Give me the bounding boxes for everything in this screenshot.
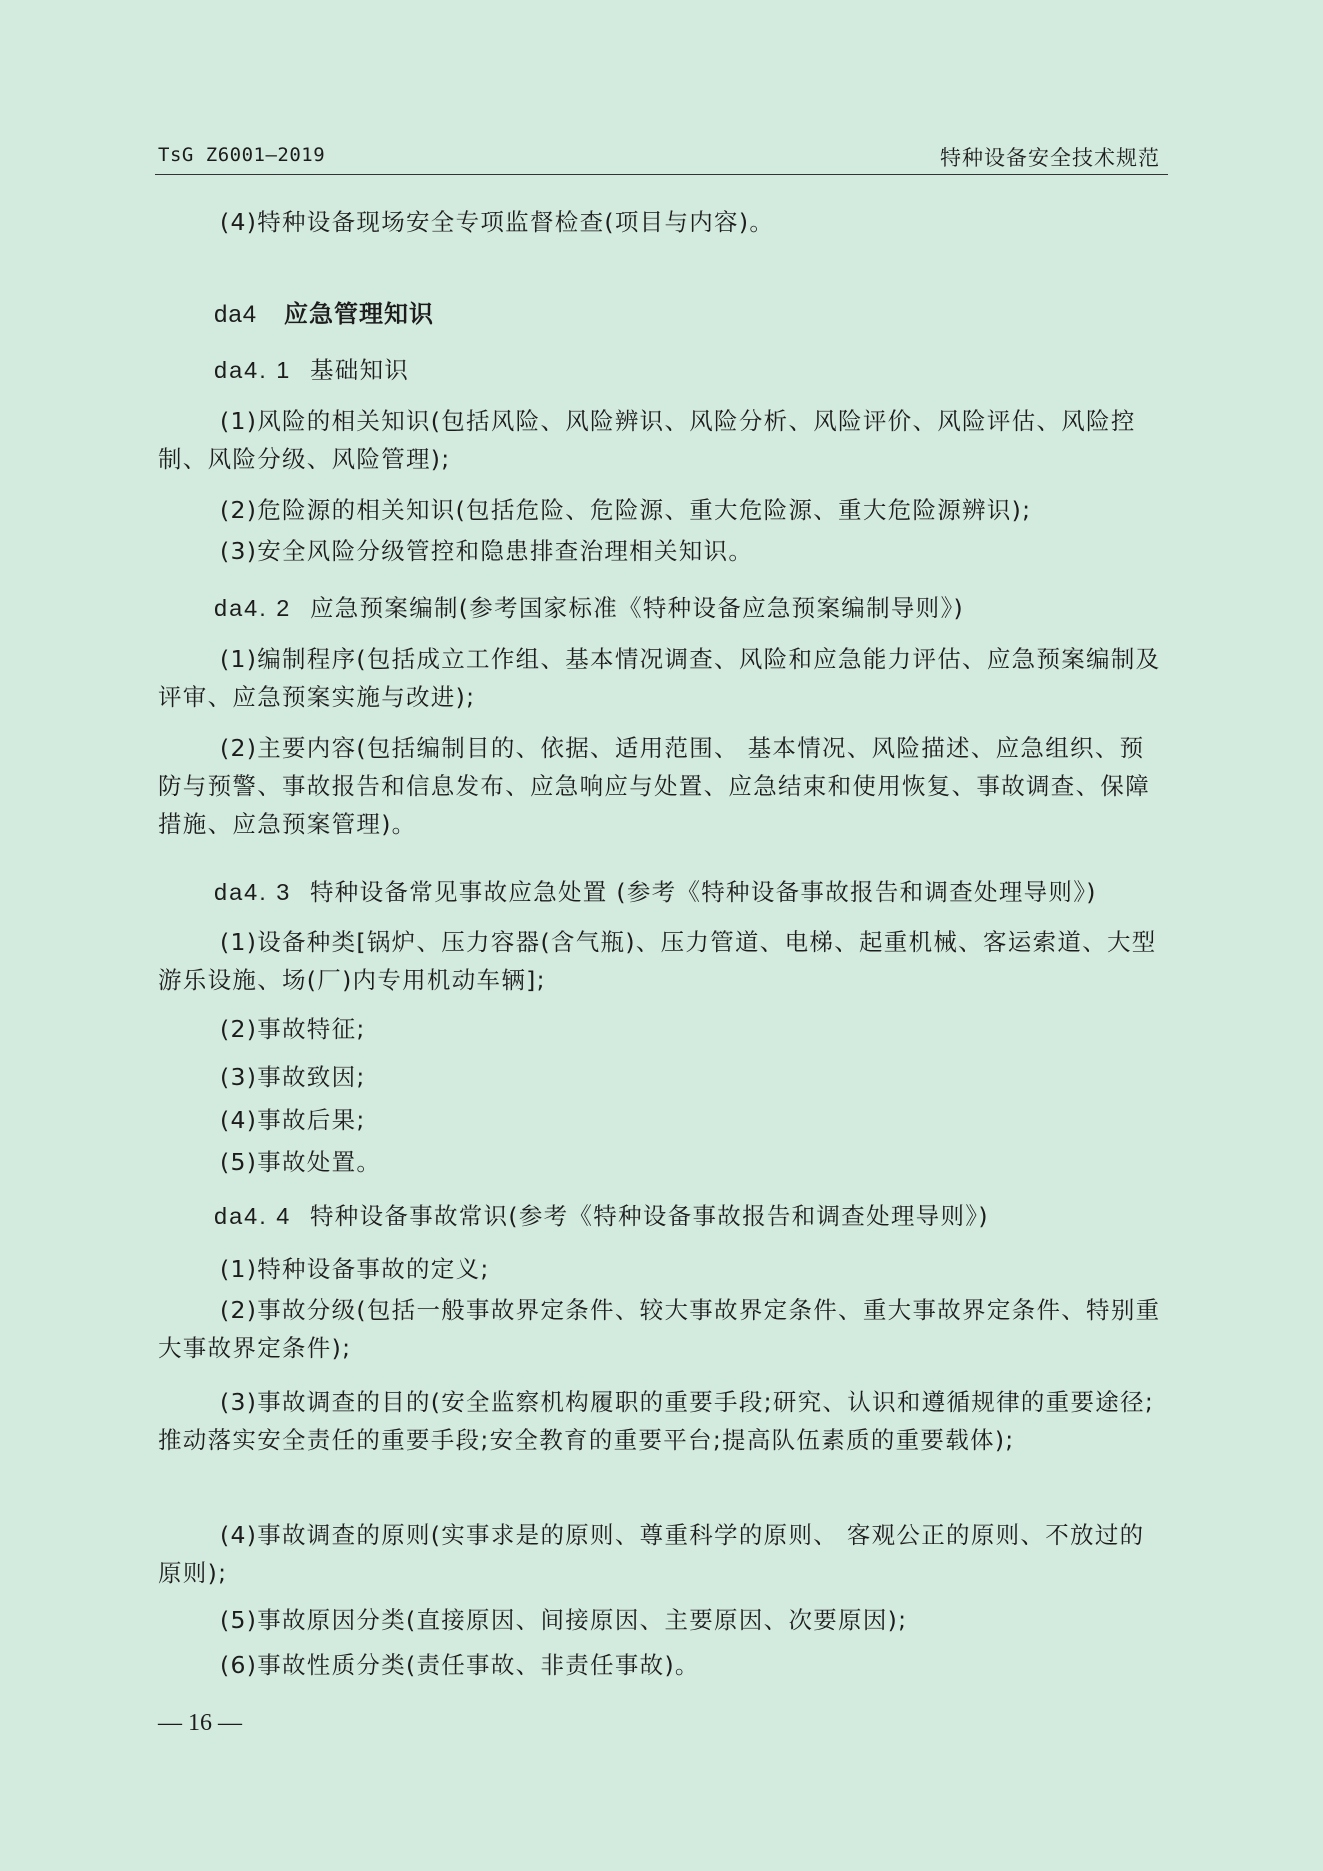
subsection-heading bbox=[214, 351, 1222, 389]
paragraph: (1)风险的相关知识(包括风险、风险辨识、风险分析、风险评价、风险评估、风险控制、风险分级、风险管理); bbox=[158, 407, 1136, 473]
page-header bbox=[155, 138, 1168, 175]
subsection-heading bbox=[214, 589, 1222, 627]
subsection-number: da4. 3 bbox=[214, 879, 292, 905]
paragraph: (6)事故性质分类(责任事故、非责任事故)。 bbox=[220, 1651, 700, 1679]
paragraph: (3)安全风险分级管控和隐患排查治理相关知识。 bbox=[220, 537, 754, 565]
section-number: da4 bbox=[214, 301, 258, 328]
paragraph: (5)事故处置。 bbox=[220, 1148, 382, 1176]
subsection-number: da4. 1 bbox=[214, 357, 292, 383]
paragraph: (4)特种设备现场安全专项监督检查(项目与内容)。 bbox=[220, 208, 775, 236]
doc-code: TsG Z6001—2019 bbox=[158, 144, 326, 166]
paragraph: (1)编制程序(包括成立工作组、基本情况调查、风险和应急能力评估、应急预案编制及评审、应急预案实施与改进); bbox=[158, 645, 1161, 711]
doc-title: 特种设备安全技术规范 bbox=[940, 146, 1160, 170]
subsection-title: 特种设备事故常识(参考《特种设备事故报告和调查处理导则》) bbox=[310, 1202, 989, 1230]
subsection-heading bbox=[214, 873, 1222, 911]
subsection-title: 基础知识 bbox=[310, 356, 410, 384]
paragraph: (3)事故致因; bbox=[220, 1063, 366, 1091]
paragraph: (2)主要内容(包括编制目的、依据、适用范围、 基本情况、风险描述、应急组织、预防与预警、事故报告和信息发布、应急响应与处置、应急结束和使用恢复、事故调查、保障措施、应急预案管理)。 bbox=[158, 734, 1150, 838]
paragraph: (1)特种设备事故的定义; bbox=[220, 1255, 490, 1283]
paragraph: (1)设备种类[锅炉、压力容器(含气瓶)、压力管道、电梯、起重机械、客运索道、大型游乐设施、场(厂)内专用机动车辆]; bbox=[158, 928, 1157, 994]
subsection-number: da4. 2 bbox=[214, 595, 292, 621]
paragraph: (4)事故后果; bbox=[220, 1106, 366, 1134]
paragraph: (2)危险源的相关知识(包括危险、危险源、重大危险源、重大危险源辨识); bbox=[220, 496, 1032, 524]
subsection-heading bbox=[214, 1197, 1222, 1235]
paragraph: (2)事故特征; bbox=[220, 1015, 366, 1043]
subsection-title: 应急预案编制(参考国家标准《特种设备应急预案编制导则》) bbox=[310, 594, 964, 622]
section-title: 应急管理知识 bbox=[284, 300, 434, 328]
page-number: — 16 — bbox=[158, 1710, 242, 1736]
paragraph: (4)事故调查的原则(实事求是的原则、尊重科学的原则、 客观公正的原则、不放过的原则); bbox=[158, 1521, 1145, 1587]
paragraph: (3)事故调查的目的(安全监察机构履职的重要手段;研究、认识和遵循规律的重要途径;推动落实安全责任的重要手段;安全教育的重要平台;提高队伍素质的重要载体); bbox=[158, 1388, 1155, 1454]
subsection-number: da4. 4 bbox=[214, 1203, 292, 1229]
paragraph: (5)事故原因分类(直接原因、间接原因、主要原因、次要原因); bbox=[220, 1606, 908, 1634]
subsection-title: 特种设备常见事故应急处置 (参考《特种设备事故报告和调查处理导则》) bbox=[310, 878, 1097, 906]
paragraph: (2)事故分级(包括一般事故界定条件、较大事故界定条件、重大事故界定条件、特别重大事故界定条件); bbox=[158, 1296, 1161, 1362]
section-heading bbox=[214, 295, 1222, 334]
